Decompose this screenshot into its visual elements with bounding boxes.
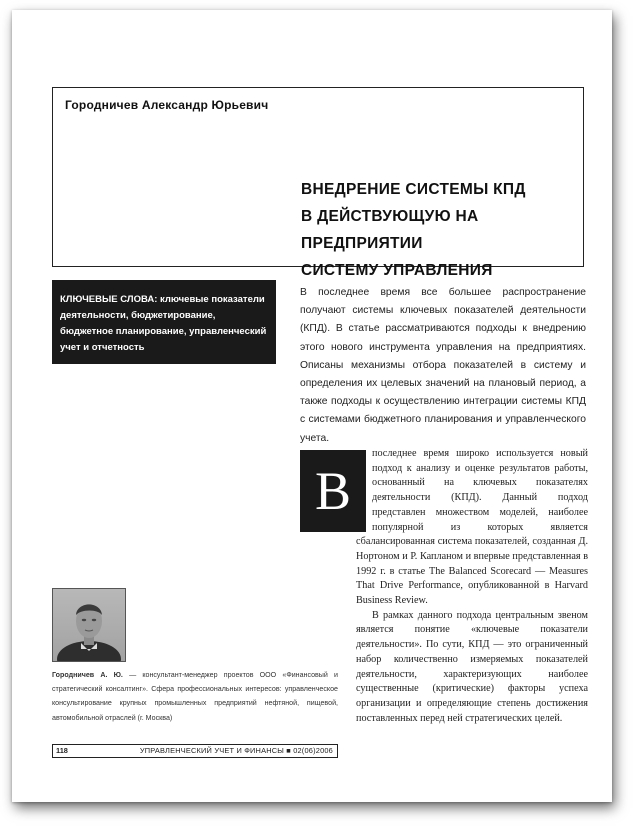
article-title bbox=[301, 176, 581, 284]
author-photo bbox=[52, 588, 126, 662]
title-line: ВНЕДРЕНИЕ СИСТЕМЫ КПД bbox=[301, 181, 526, 198]
author-bio bbox=[52, 668, 338, 725]
title-line: В ДЕЙСТВУЮЩУЮ НА ПРЕДПРИЯТИИ bbox=[301, 208, 479, 252]
journal-page bbox=[12, 10, 612, 802]
bio-author-name: Городничев А. Ю. bbox=[52, 671, 123, 679]
body-paragraph: В рамках данного подхода центральным звеном является понятие «ключевые показатели деятельности». По сути, КПД — это ограниченный набор количественно измеряемых показателей деятельности, характеризующих наиболее существенные (критические) факторы успеха организации и определяющие степень достижения поставленных перед ней стратегических целей. bbox=[356, 609, 588, 724]
drop-cap: В bbox=[300, 450, 366, 532]
journal-name: УПРАВЛЕНЧЕСКИЙ УЧЕТ И ФИНАНСЫ ■ 02(06)2006 bbox=[139, 746, 333, 755]
author-name: Городничев Александр Юрьевич bbox=[65, 98, 269, 112]
page-number: 118 bbox=[56, 746, 68, 755]
bio-text: — консультант-менеджер проектов ООО «Финансовый и стратегический консалтинг». Сфера профессиональных интересов: управленческое консультирование крупных промышленных предприятий нефтяной, пищевой, автомобильной отраслей (г. Москва) bbox=[52, 671, 339, 722]
page-footer bbox=[52, 744, 338, 758]
body-paragraph-text: последнее время широко используется новый подход к анализу и оценке результатов работы, основанный на ключевых показателях деятельности (КПД). Данный подход представлен множеством моделей, наиболее популярной из которых является сбалансированная система показателей, созданная Д. Нортоном и Р. Капланом и впервые представленная в 1992 г. в статье The Balanced Scorecard — Measures That Drive Performance, опубликованной в Harvard Business Review. bbox=[356, 448, 588, 607]
author-portrait-icon bbox=[53, 589, 125, 661]
keywords-box: КЛЮЧЕВЫЕ СЛОВА: ключевые показатели деятельности, бюджетирование, бюджетное планирование, управленческий учет и отчетность bbox=[52, 280, 276, 364]
article-abstract: В последнее время все большее распространение получают системы ключевых показателей деятельности (КПД). В статье рассматриваются подходы к внедрению этого нового инструмента управления на предприятиях. Описаны механизмы отбора показателей в систему и определения их целевых значений на плановый период, а также подходы к осуществлению интеграции системы КПД с системами бюджетного планирования и управленческого учета. bbox=[300, 287, 586, 444]
title-line: СИСТЕМУ УПРАВЛЕНИЯ bbox=[301, 262, 493, 279]
body-paragraph bbox=[314, 447, 588, 609]
article-header bbox=[52, 87, 584, 279]
article-body bbox=[314, 447, 588, 726]
